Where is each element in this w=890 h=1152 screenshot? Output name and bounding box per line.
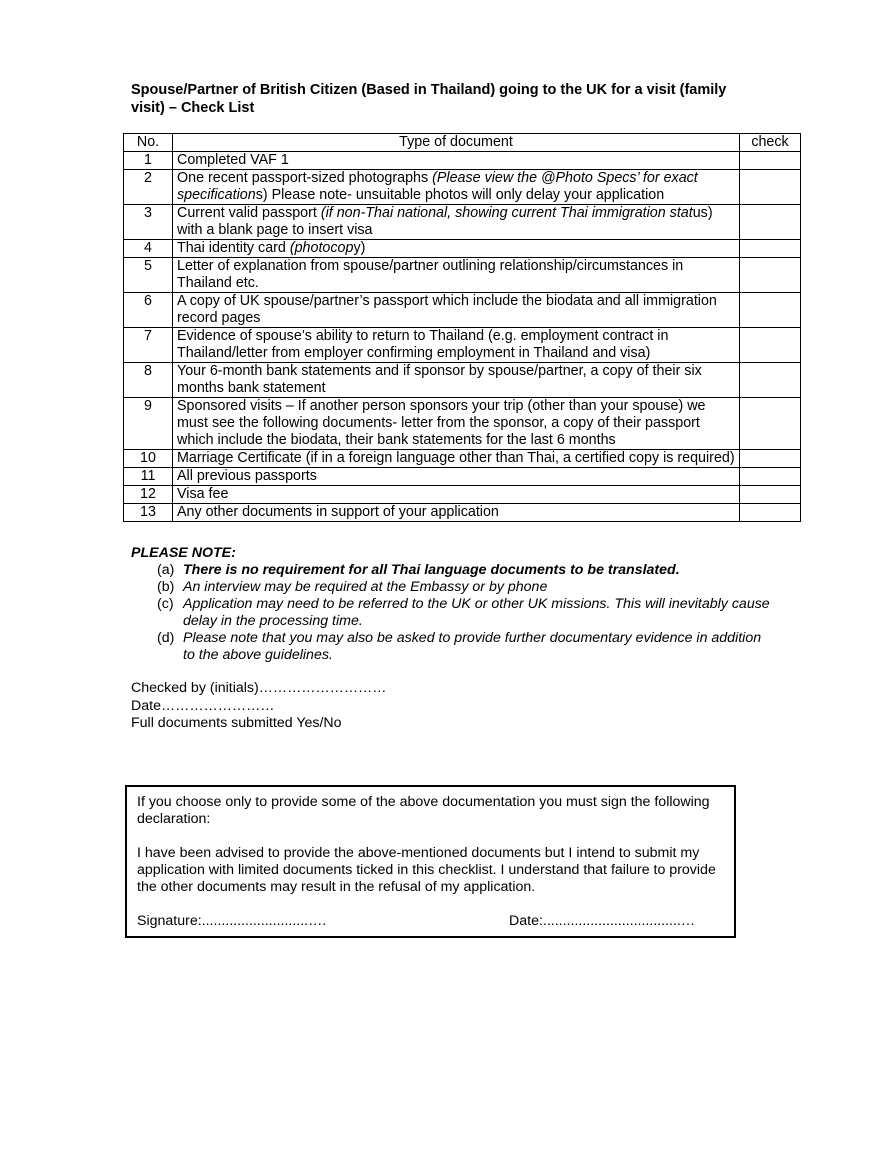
row-number: 7 [124,328,173,363]
document-note-italic: (photocop [289,240,354,256]
document-description [173,258,740,293]
check-cell[interactable] [740,240,801,258]
document-description [173,293,740,328]
note-letter: (a) [157,562,175,578]
declaration-date-field: Date:...................................… [509,913,696,929]
full-documents-field: Full documents submitted Yes/No [131,715,342,731]
table-row [124,363,801,398]
document-description [173,170,740,205]
declaration-intro: If you choose only to provide some of the above documentation you must sign the following declaration: [137,794,710,827]
check-cell[interactable] [740,450,801,468]
notes-heading: PLEASE NOTE: [131,545,236,561]
document-text: Letter of explanation from spouse/partner outlining relationship/circumstances in Thailand etc. [177,258,684,291]
note-text: There is no requirement for all Thai language documents to be translated. [183,562,680,578]
document-text: Marriage Certificate (if in a foreign language other than Thai, a certified copy is required) [177,450,735,466]
table-row [124,205,801,240]
document-text: Visa fee [177,486,229,502]
note-text: An interview may be required at the Embassy or by phone [183,579,548,595]
table-row [124,170,801,205]
document-description [173,328,740,363]
document-text: s) Please note- unsuitable photos will only delay your application [255,187,665,203]
declaration-statement: I have been advised to provide the above-mentioned documents but I intend to submit my application with limited documents ticked in this checklist. I understand that failure to provide the other documents may result in the refusal of my application. [137,845,716,895]
document-text: A copy of UK spouse/partner’s passport which include the biodata and all immigration record pages [177,293,717,326]
table-row [124,468,801,486]
check-cell[interactable] [740,486,801,504]
document-text: Completed VAF 1 [177,152,289,168]
document-description [173,398,740,450]
row-number: 5 [124,258,173,293]
note-item-d [131,630,771,664]
table-header-row [124,134,801,152]
office-use-section [131,680,386,733]
note-letter: (d) [157,630,175,646]
signature-row [137,913,724,930]
table-row [124,293,801,328]
document-description [173,240,740,258]
row-number: 2 [124,170,173,205]
document-text: Current valid passport [177,205,321,221]
date-field: Date…………………… [131,697,275,714]
document-note-italic: (if non-Thai national, showing current Thai immigration stat [320,205,693,221]
document-description [173,468,740,486]
row-number: 1 [124,152,173,170]
document-text: Evidence of spouse’s ability to return to Thailand (e.g. employment contract in Thailand/letter from employer confirming employment in Thailand and visa) [177,328,669,361]
document-text: y) [353,240,366,256]
document-text: Sponsored visits – If another person sponsors your trip (other than your spouse) we must see the following documents- letter from the sponsor, a copy of their passport which include the biodata, their bank statements for the last 6 months [177,398,706,448]
header-type-of-document: Type of document [173,134,740,152]
note-item-b [131,579,771,596]
header-check: check [740,134,801,152]
document-description [173,486,740,504]
document-text: Thai identity card [177,240,290,256]
row-number: 10 [124,450,173,468]
document-description [173,152,740,170]
document-text: us) with a blank page to insert visa [177,205,713,238]
row-number: 9 [124,398,173,450]
note-letter: (b) [157,579,175,595]
note-letter: (c) [157,596,174,612]
table-row [124,240,801,258]
check-cell[interactable] [740,363,801,398]
document-description [173,205,740,240]
table-row [124,152,801,170]
document-description [173,363,740,398]
table-row [124,328,801,363]
row-number: 6 [124,293,173,328]
table-row [124,504,801,522]
checked-by-field: Checked by (initials)……………………… [131,680,387,696]
document-checklist-table [123,133,801,522]
signature-field: Signature:...........................…. [137,913,327,929]
document-text: All previous passports [177,468,317,484]
document-text: One recent passport-sized photographs [177,170,433,186]
note-text: Please note that you may also be asked to provide further documentary evidence in addition to the above guidelines. [183,630,762,663]
table-row [124,258,801,293]
check-cell[interactable] [740,205,801,240]
table-row [124,398,801,450]
document-text: Your 6-month bank statements and if sponsor by spouse/partner, a copy of their six months bank statement [177,363,702,396]
check-cell[interactable] [740,398,801,450]
row-number: 12 [124,486,173,504]
check-cell[interactable] [740,504,801,522]
row-number: 11 [124,468,173,486]
check-cell[interactable] [740,170,801,205]
row-number: 8 [124,363,173,398]
row-number: 3 [124,205,173,240]
document-description [173,504,740,522]
table-row [124,486,801,504]
check-cell[interactable] [740,152,801,170]
check-cell[interactable] [740,468,801,486]
note-item-c [131,596,771,630]
document-description [173,450,740,468]
row-number: 13 [124,504,173,522]
document-note-italic: (Please view the @Photo Specs’ for exact specification [177,170,698,203]
note-text: Application may need to be referred to the UK or other UK missions. This will inevitably cause delay in the processing time. [183,596,770,629]
document-text: Any other documents in support of your application [177,504,499,520]
note-item-a [131,562,771,579]
check-cell[interactable] [740,293,801,328]
table-row [124,450,801,468]
declaration-box [125,785,736,938]
header-no: No. [124,134,173,152]
check-cell[interactable] [740,258,801,293]
page-title: Spouse/Partner of British Citizen (Based in Thailand) going to the UK for a visit (family visit) – Check List [131,82,727,116]
row-number: 4 [124,240,173,258]
please-note-section [131,545,771,664]
check-cell[interactable] [740,328,801,363]
